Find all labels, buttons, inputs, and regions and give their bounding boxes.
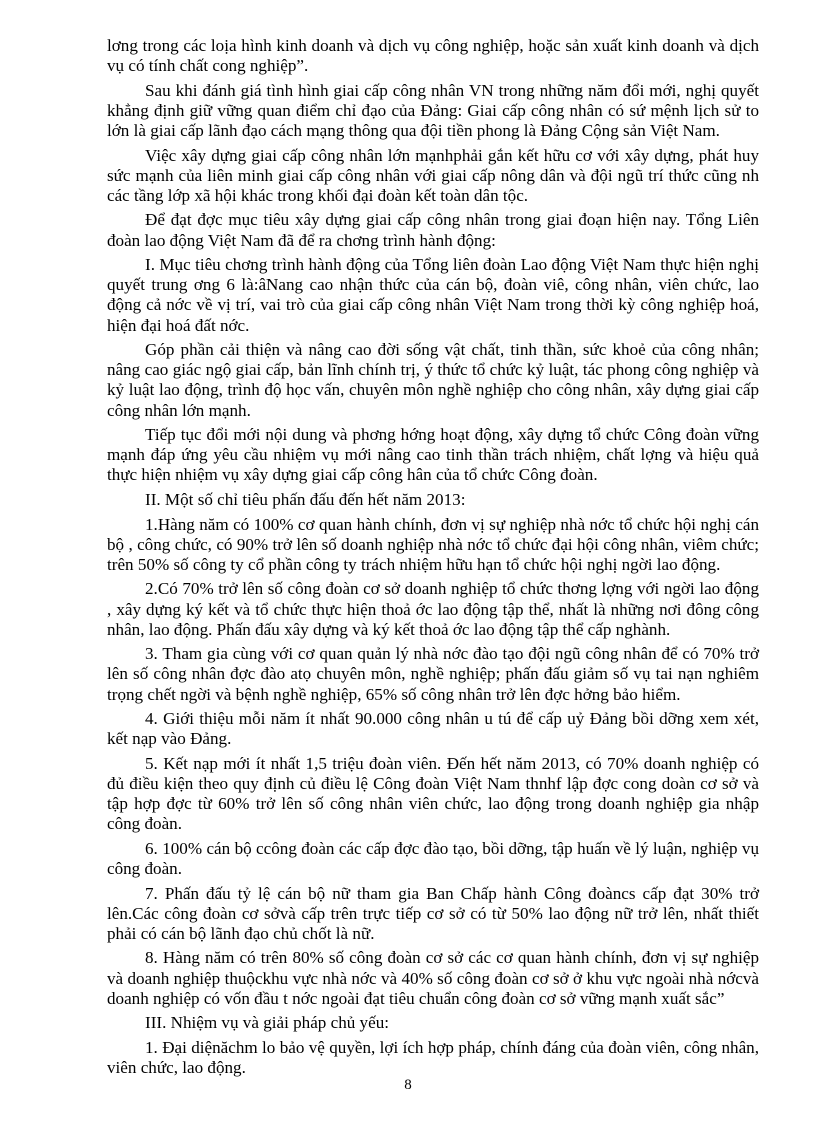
- paragraph: Sau khi đánh giá tình hình giai cấp công nhân VN trong những năm đổi mới, nghị quyết khẳng định giữ vững quan điểm chỉ đạo của Đảng: Giai cấp công nhân có sứ mệnh lịch sử to lớn là giai cấp lãnh đạo cách mạng thông qua đội tiền phong là Đảng Cộng sản Việt Nam.: [107, 80, 759, 141]
- paragraph: 6. 100% cán bộ ccông đoàn các cấp đợc đào tạo, bồi dỡng, tập huấn về lý luận, nghiệp vụ công đoàn.: [107, 838, 759, 879]
- paragraph: 2.Có 70% trở lên số công đoàn cơ sở doanh nghiệp tổ chức thơng lợng với ngời lao động , xây dựng ký kết và tổ chức thực hiện thoả ớc lao động tập thể, nhất là những nơi đông công nhân, lao động. Phấn đấu xây dựng và ký kết thoả ớc lao động tập thể cấp nghành.: [107, 579, 759, 639]
- paragraph: Để đạt đợc mục tiêu xây dựng giai cấp công nhân trong giai đoạn hiện nay. Tổng Liên đoàn lao động Việt Nam đã để ra chơng trình hành động:: [107, 210, 759, 250]
- paragraph: Tiếp tục đổi mới nội dung và phơng hớng hoạt động, xây dựng tổ chức Công đoàn vững mạnh đáp ứng yêu cầu nhiệm vụ mới nâng cao tinh thần trách nhiệm, chất lợng và hiệu quả thực hiện nhiệm vụ xây dựng giai cấp công hân của tổ chức Công đoàn.: [107, 425, 759, 485]
- body-text: [107, 36, 759, 1083]
- paragraph: 4. Giới thiệu mỗi năm ít nhất 90.000 công nhân u tú để cấp uỷ Đảng bồi dỡng xem xét, kết nạp vào Đảng.: [107, 709, 759, 749]
- paragraph: 8. Hàng năm có trên 80% số công đoàn cơ sở các cơ quan hành chính, đơn vị sự nghiệp và doanh nghiệp thuộckhu vực nhà nớc và 40% số công đoàn cơ sở ở khu vực ngoài nhà nớcvà doanh nghiệp có vốn đầu t nớc ngoài đạt tiêu chuẩn công đoàn cơ sở vững mạnh xuất sắc”: [107, 948, 759, 1008]
- paragraph: 3. Tham gia cùng với cơ quan quản lý nhà nớc đào tạo đội ngũ công nhân để có 70% trở lên số công nhân đợc đào atọ chuyên môn, nghề nghiệp; phấn đấu giảm số vụ tai nạn nghiêm trọng chết ngời và bệnh nghề nghiệp, 65% số công nhân trở lên đợc hởng bảo hiểm.: [107, 644, 759, 704]
- paragraph: 1.Hàng năm có 100% cơ quan hành chính, đơn vị sự nghiệp nhà nớc tổ chức hội nghị cán bộ , công chức, có 90% trở lên số doanh nghiệp nhà nớc tổ chức đại hội công nhân, viêm chức; trên 50% số công ty cổ phần công ty trách nhiệm hữu hạn tổ chức hội nghị ngời lao động.: [107, 514, 759, 574]
- paragraph: II. Một số chỉ tiêu phấn đấu đến hết năm 2013:: [145, 490, 466, 510]
- page-number: 8: [404, 1077, 412, 1093]
- paragraph: I. Mục tiêu chơng trình hành động của Tổng liên đoàn Lao động Việt Nam thực hiện nghị quyết trung ơng 6 là:âNang cao nhận thức của cán bộ, đoàn viê, công nhân, viên chức, lao động cả nớc về vị trí, vai trò của giai cấp công nhân Việt Nam trong thời kỳ công nghiệp hoá, hiện đại hoá đất nớc.: [107, 255, 759, 335]
- paragraph: lơng trong các loịa hình kinh doanh và dịch vụ công nghiệp, hoặc sản xuất kinh doanh và dịch vụ có tính chất cong nghiệp”.: [107, 36, 759, 76]
- paragraph: 7. Phấn đấu tỷ lệ cán bộ nữ tham gia Ban Chấp hành Công đoàncs cấp đạt 30% trở lên.Các công đoàn cơ sởvà cấp trên trực tiếp cơ sở có từ 50% lao động nữ trở lên, nhất thiết phải có cán bộ lãnh đạo chủ chốt là nữ.: [107, 883, 759, 943]
- paragraph: Việc xây dựng giai cấp công nhân lớn mạnhphải gắn kết hữu cơ với xây dựng, phát huy sức mạnh của liên minh giai cấp công nhân với giai cấp nông dân và đội ngũ trí thức cũng nh các tầng lớp xã hội khác trong khối đại đoàn kết toàn dân tộc.: [107, 145, 759, 205]
- paragraph: 5. Kết nạp mới ít nhất 1,5 triệu đoàn viên. Đến hết năm 2013, có 70% doanh nghiệp có đủ điều kiện theo quy định củ điều lệ Công đoàn Việt Nam thnhf lập đợc cong doàn cơ sở và tập hợp đợc từ 60% trở lên số công nhân viên chức, lao động trong doanh nghiệp gia nhập công đoàn.: [107, 753, 759, 834]
- paragraph: Góp phần cải thiện và nâng cao đời sống vật chất, tinh thần, sức khoẻ của công nhân; nâng cao giác ngộ giai cấp, bản lĩnh chính trị, ý thức tổ chức kỷ luật, tác phong công nghiệp và kỷ luật lao động, trình độ học vấn, chuyên môn nghề nghiệp cho công nhân, xây dựng giai cấp công nhân lớn mạnh.: [107, 340, 759, 420]
- paragraph: III. Nhiệm vụ và giải pháp chủ yếu:: [145, 1013, 389, 1033]
- paragraph: 1. Đại diệnăchm lo bảo vệ quyền, lợi ích hợp pháp, chính đáng của đoàn viên, công nhân, viên chức, lao động.: [107, 1037, 759, 1077]
